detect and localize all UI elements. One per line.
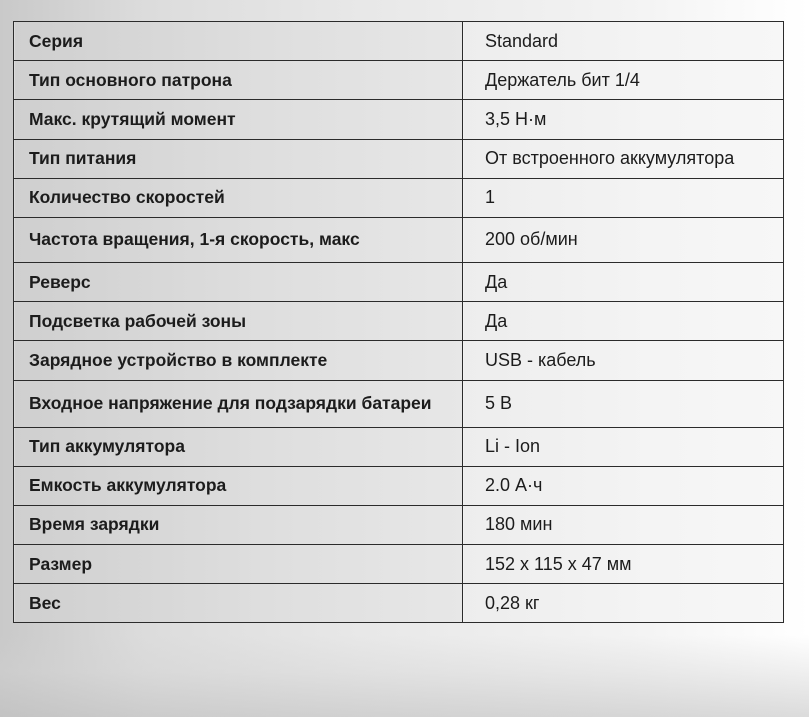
spec-value: 0,28 кг	[463, 584, 784, 623]
spec-row-work-light	[14, 302, 784, 341]
spec-row-size	[14, 545, 784, 584]
spec-name: Размер	[14, 545, 463, 584]
spec-name: Вес	[14, 584, 463, 623]
spec-name: Емкость аккумулятора	[14, 466, 463, 505]
spec-row-max-torque	[14, 100, 784, 139]
spec-row-charge-time	[14, 505, 784, 544]
spec-value: От встроенного аккумулятора	[463, 139, 784, 178]
spec-value: 200 об/мин	[463, 217, 784, 262]
spec-value: 180 мин	[463, 505, 784, 544]
spec-name: Макс. крутящий момент	[14, 100, 463, 139]
spec-name: Зарядное устройство в комплекте	[14, 341, 463, 380]
spec-row-speed-count	[14, 178, 784, 217]
spec-name: Подсветка рабочей зоны	[14, 302, 463, 341]
spec-name: Время зарядки	[14, 505, 463, 544]
spec-row-input-voltage	[14, 380, 784, 427]
spec-value: 3,5 Н·м	[463, 100, 784, 139]
spec-value: 5 В	[463, 380, 784, 427]
spec-name: Частота вращения, 1-я скорость, макс	[14, 217, 463, 262]
spec-name: Реверс	[14, 262, 463, 301]
spec-value: Да	[463, 302, 784, 341]
spec-value: Standard	[463, 22, 784, 61]
spec-row-charger	[14, 341, 784, 380]
spec-row-battery-capacity	[14, 466, 784, 505]
spec-row-rotation-speed	[14, 217, 784, 262]
spec-name: Серия	[14, 22, 463, 61]
spec-value: 2.0 А·ч	[463, 466, 784, 505]
spec-row-reverse	[14, 262, 784, 301]
spec-name: Входное напряжение для подзарядки батареи	[14, 380, 463, 427]
spec-name: Тип основного патрона	[14, 61, 463, 100]
spec-row-series	[14, 22, 784, 61]
spec-row-battery-type	[14, 427, 784, 466]
spec-value: 1	[463, 178, 784, 217]
spec-name: Тип аккумулятора	[14, 427, 463, 466]
spec-value: Li - Ion	[463, 427, 784, 466]
spec-row-chuck-type	[14, 61, 784, 100]
spec-row-power-type	[14, 139, 784, 178]
spec-table	[13, 21, 784, 623]
background-fade	[0, 635, 809, 717]
spec-value: Да	[463, 262, 784, 301]
spec-value: USB - кабель	[463, 341, 784, 380]
spec-name: Тип питания	[14, 139, 463, 178]
spec-value: 152 x 115 x 47 мм	[463, 545, 784, 584]
spec-value: Держатель бит 1/4	[463, 61, 784, 100]
spec-row-weight	[14, 584, 784, 623]
spec-name: Количество скоростей	[14, 178, 463, 217]
